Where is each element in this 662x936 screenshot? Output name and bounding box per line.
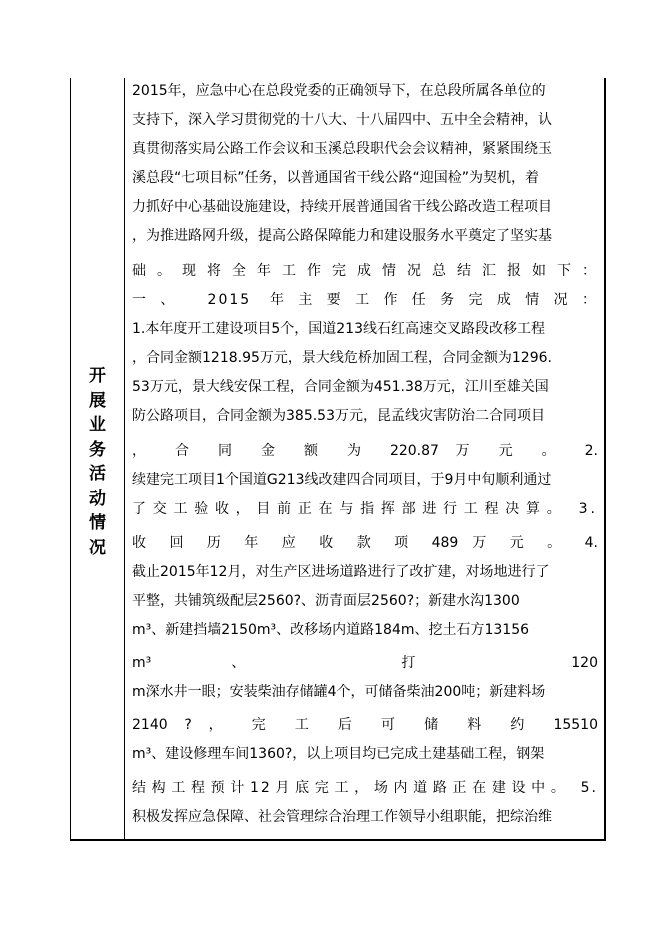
- text-line: ，合同金额1218.95万元，景大线危桥加固工程，合同金额为1296.: [132, 350, 552, 366]
- section-label: [71, 364, 124, 560]
- text-line: 收 回 历 年 应 收 款 项 489 万 元 。 4.: [132, 535, 598, 551]
- table-bottom-border: [70, 839, 606, 841]
- label-char: 情: [89, 513, 106, 533]
- text-line: ， 合 同 金 额 为 220.87 万 元 。 2.: [132, 443, 598, 459]
- text-line: 53万元，景大线安保工程，合同金额为451.38万元，江川至雄关国: [132, 379, 549, 395]
- text-line: 了交工验收，目前正在与指挥部进行工程决算。 3.: [132, 501, 598, 517]
- report-body-cell: [132, 78, 598, 839]
- label-char: 业: [89, 415, 106, 435]
- form-table: [70, 78, 606, 842]
- table-right-border: [604, 78, 606, 841]
- text-line: 积极发挥应急保障、社会管理综合治理工作领导小组职能，把综治维: [132, 809, 552, 825]
- text-line: 防公路项目，合同金额为385.53万元，昆孟线灾害防治二合同项目: [132, 408, 545, 424]
- label-char: 动: [89, 488, 106, 509]
- text-line: 一、 2015 年主要工作任务完成情况：: [132, 292, 598, 308]
- section-label-cell: [71, 78, 124, 839]
- text-line: 支持下，深入学习贯彻党的十八大、十八届四中、五中全会精神，认: [132, 112, 552, 128]
- label-char: 展: [89, 390, 106, 411]
- table-column-divider: [124, 78, 125, 841]
- text-line: 2140 ? ， 完 工 后 可 储 料 约 15510: [132, 717, 598, 733]
- text-line: m³、新建挡墙2150m³、改移场内道路184m、挖土石方13156: [132, 622, 530, 638]
- text-line: m³、建设修理车间1360?，以上项目均已完成土建基础工程，钢架: [132, 746, 545, 762]
- text-line: 结构工程预计12月底完工，场内道路正在建设中。 5.: [132, 780, 598, 796]
- text-line: 平整，共铺筑级配层2560?、沥青面层2560?；新建水沟1300: [132, 593, 520, 609]
- label-char: 开: [89, 366, 106, 386]
- text-line: 续建完工项目1个国道G213线改建四合同项目，于9月中旬顺利通过: [132, 472, 552, 488]
- text-line: 溪总段“七项目标”任务，以普通国省干线公路“迎国检”为契机，着: [132, 170, 540, 186]
- text-line: 1.本年度开工建设项目5个，国道213线石红高速交叉路段改移工程: [132, 321, 545, 337]
- text-line: m³ 、 打 120: [132, 655, 598, 671]
- text-line: 2015年，应急中心在总段党委的正确领导下，在总段所属各单位的: [132, 83, 546, 99]
- text-line: ，为推进路网升级，提高公路保障能力和建设服务水平奠定了坚实基: [132, 228, 552, 244]
- text-line: m深水井一眼；安装柴油存储罐4个，可储备柴油200吨；新建料场: [132, 684, 546, 700]
- text-line: 真贯彻落实局公路工作会议和玉溪总段职代会会议精神，紧紧围绕玉: [132, 141, 552, 157]
- text-line: 截止2015年12月，对生产区进场道路进行了改扩建，对场地进行了: [132, 564, 550, 580]
- label-char: 务: [89, 439, 106, 460]
- label-char: 况: [89, 537, 106, 558]
- text-line: 力抓好中心基础设施建设，持续开展普通国省干线公路改造工程项目: [132, 199, 552, 215]
- label-char: 活: [89, 464, 106, 484]
- text-line: 础。现将全年工作完成情况总结汇报如下：: [132, 263, 598, 279]
